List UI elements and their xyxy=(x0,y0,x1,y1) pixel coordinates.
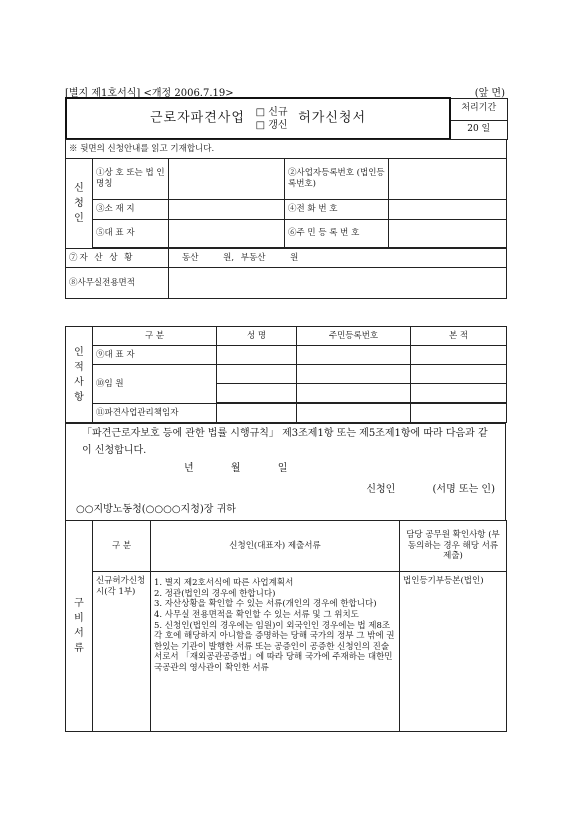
biz-reg-no-field[interactable] xyxy=(389,159,507,200)
doc-item: 2. 정관(법인의 경우에 한합니다) xyxy=(154,588,276,599)
manager-row-label: ⑪파견사업관리책임자 xyxy=(93,404,217,423)
date-year: 년 xyxy=(184,463,194,474)
title-table xyxy=(65,97,508,140)
doc-item: 5. 신청인(법인의 경우에는 임원)이 외국인인 경우에는 법 제8조 각 호에 해당하지 아니함을 증명하는 당해 국가의 정부 그 밖에 권한있는 기관이 발행한 서류 또는 공증인이 공증한 신청인의 진술서로서 「재외공관공증법」에 따라 당해 국가에 주재하는 대한민국공관의 영사관이 확인한 서류 xyxy=(154,620,395,673)
biz-reg-no-label: ②사업자등록번호 (법인등록번호) xyxy=(285,159,389,200)
docs-official-item: 법인등기부등본(법인) xyxy=(400,572,507,732)
date-line xyxy=(76,461,495,478)
date-day: 일 xyxy=(277,463,288,474)
docs-row-type: 신규허가신청시(각 1부) xyxy=(93,572,151,732)
personnel-table xyxy=(65,326,507,423)
docs-group-label: 구비서류 xyxy=(66,521,93,732)
resident-no-label: ⑥주 민 등 록 번 호 xyxy=(285,220,389,248)
resident-no-field[interactable] xyxy=(389,220,507,248)
manager-name-field[interactable] xyxy=(217,404,297,423)
page-side: (앞 면) xyxy=(474,88,505,99)
doc-item: 4. 사무실 전용면적을 확인할 수 있는 서류 및 그 위치도 xyxy=(154,609,359,620)
phone-field[interactable] xyxy=(389,200,507,220)
application-form xyxy=(65,139,507,299)
date-month: 월 xyxy=(230,463,241,474)
assets-won1: 원, xyxy=(223,252,235,263)
col-origin: 본 적 xyxy=(411,327,507,346)
officer-rrn-field[interactable] xyxy=(297,384,411,403)
col-rrn: 주민등록번호 xyxy=(297,327,411,346)
notice: ※ 뒷면의 신청안내를 읽고 기재합니다. xyxy=(66,140,507,159)
assets-field[interactable] xyxy=(169,249,507,268)
rep-row-label: ⑨대 표 자 xyxy=(93,346,217,365)
title-right: 허가신청서 xyxy=(298,110,367,125)
declaration-box xyxy=(66,424,506,521)
personnel-group-label: 인적사항 xyxy=(66,327,93,423)
assets-won2: 원 xyxy=(290,252,299,263)
addressee: ○○지방노동청(○○○○지청)장 귀하 xyxy=(76,504,236,515)
col-type: 구 분 xyxy=(93,327,217,346)
col-name: 성 명 xyxy=(217,327,297,346)
title-left: 근로자파견사업 xyxy=(149,110,245,125)
representative-field[interactable] xyxy=(169,220,285,248)
doc-item: 3. 자산상황을 확인할 수 있는 서류(개인의 경우에 한합니다) xyxy=(154,599,377,610)
form-number: [별지 제1호서식] <개정 2006.7.19> xyxy=(65,88,234,99)
officer-origin-field[interactable] xyxy=(411,384,507,403)
assets-movable: 동산 xyxy=(182,252,199,263)
signature-line xyxy=(76,482,495,499)
applicant-label: 신청인 xyxy=(366,483,396,495)
docs-col-type: 구 분 xyxy=(93,521,151,572)
officers-row-label: ⑩임 원 xyxy=(93,365,217,404)
officer-name-field[interactable] xyxy=(217,384,297,403)
documents-table xyxy=(65,520,507,732)
rep-name-field[interactable] xyxy=(217,346,297,365)
manager-rrn-field[interactable] xyxy=(297,404,411,423)
doc-item: 1. 별지 제2호서식에 따른 사업계획서 xyxy=(154,578,294,588)
representative-label: ⑤대 표 자 xyxy=(93,220,169,248)
option-new[interactable]: □ 신규 xyxy=(255,106,288,118)
applicant-group-label: 신청인 xyxy=(66,159,93,249)
assets-label: ⑦자 산 상 황 xyxy=(66,249,169,268)
assets-immovable: 부동산 xyxy=(240,252,266,263)
form-title xyxy=(66,98,450,139)
address-field[interactable] xyxy=(169,200,285,220)
signature-field[interactable]: (서명 또는 인) xyxy=(432,483,495,495)
officer-name-field[interactable] xyxy=(217,365,297,384)
declaration-text: 「파견근로자보호 등에 관한 법률 시행규칙」 제3조제1항 또는 제5조제1항에 따라 다음과 같이 신청합니다. xyxy=(82,428,488,456)
manager-origin-field[interactable] xyxy=(411,404,507,423)
address-label: ③소 재 지 xyxy=(93,200,169,220)
docs-col-official: 담당 공무원 확인사항 (부동의하는 경우 해당 서류 제출) xyxy=(400,521,507,572)
phone-label: ④전 화 번 호 xyxy=(285,200,389,220)
office-area-field[interactable] xyxy=(169,268,507,299)
office-area-label: ⑧사무실전용면적 xyxy=(66,268,169,299)
declaration-table xyxy=(65,423,506,521)
trade-name-label: ①상 호 또는 법 인 명칭 xyxy=(93,159,169,200)
officer-rrn-field[interactable] xyxy=(297,365,411,384)
docs-submit-list xyxy=(151,572,400,732)
processing-period-label: 처리기간 xyxy=(450,98,507,120)
processing-period-value: 20 일 xyxy=(450,120,507,139)
officer-origin-field[interactable] xyxy=(411,365,507,384)
rep-rrn-field[interactable] xyxy=(297,346,411,365)
option-renew[interactable]: □ 갱신 xyxy=(255,119,288,131)
trade-name-field[interactable] xyxy=(169,159,285,200)
rep-origin-field[interactable] xyxy=(411,346,507,365)
docs-col-submit: 신청인(대표자) 제출서류 xyxy=(151,521,400,572)
